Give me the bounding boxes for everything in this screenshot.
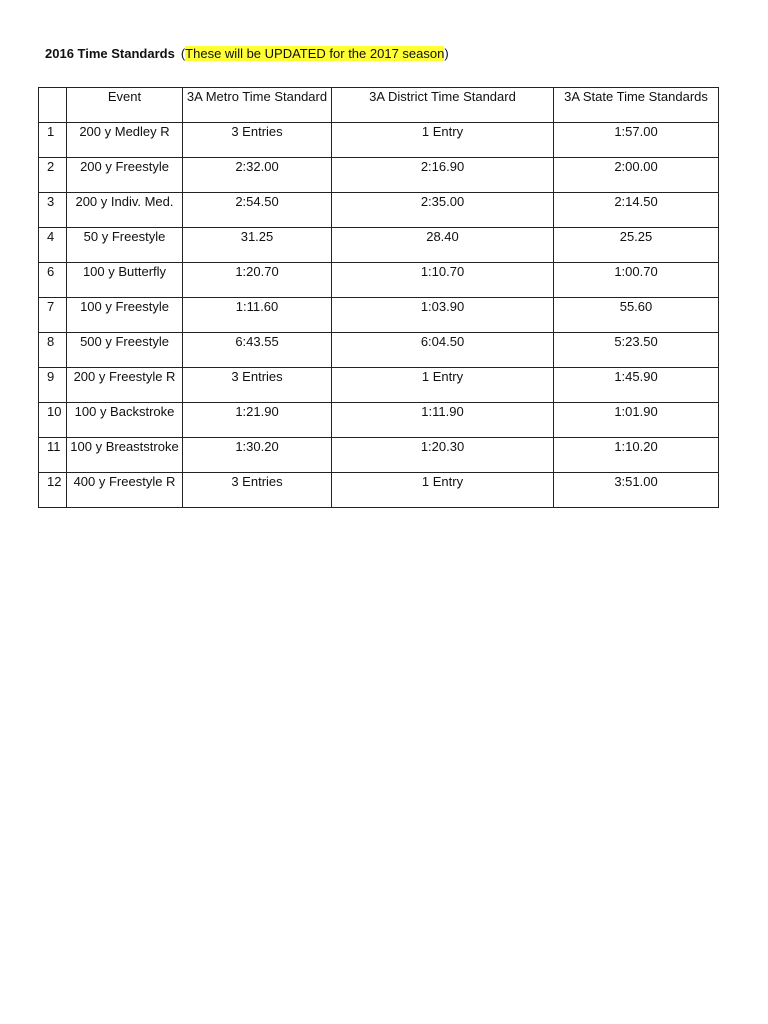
cell-metro-standard: 2:54.50 (183, 193, 332, 228)
table-row (39, 298, 719, 333)
table-row (39, 158, 719, 193)
cell-number: 8 (39, 333, 67, 368)
cell-number: 3 (39, 193, 67, 228)
header-cell-event: Event (67, 88, 183, 123)
table-row (39, 263, 719, 298)
cell-state-standard: 1:10.20 (554, 438, 719, 473)
cell-district-standard: 1:11.90 (332, 403, 554, 438)
header-cell-number (39, 88, 67, 123)
cell-event: 100 y Breaststroke (67, 438, 183, 473)
cell-district-standard: 1:03.90 (332, 298, 554, 333)
cell-number: 12 (39, 473, 67, 508)
table-row (39, 368, 719, 403)
cell-district-standard: 2:16.90 (332, 158, 554, 193)
cell-event: 100 y Freestyle (67, 298, 183, 333)
cell-district-standard: 2:35.00 (332, 193, 554, 228)
cell-event: 100 y Butterfly (67, 263, 183, 298)
header-cell-metro: 3A Metro Time Standard (183, 88, 332, 123)
cell-number: 10 (39, 403, 67, 438)
table-row (39, 403, 719, 438)
cell-district-standard: 1 Entry (332, 473, 554, 508)
cell-metro-standard: 3 Entries (183, 368, 332, 403)
cell-district-standard: 1 Entry (332, 123, 554, 158)
cell-number: 7 (39, 298, 67, 333)
cell-event: 400 y Freestyle R (67, 473, 183, 508)
cell-state-standard: 1:57.00 (554, 123, 719, 158)
header-cell-state: 3A State Time Standards (554, 88, 719, 123)
cell-district-standard: 1:10.70 (332, 263, 554, 298)
table-header-row (39, 88, 719, 123)
cell-state-standard: 1:45.90 (554, 368, 719, 403)
cell-event: 200 y Freestyle (67, 158, 183, 193)
cell-metro-standard: 6:43.55 (183, 333, 332, 368)
cell-event: 50 y Freestyle (67, 228, 183, 263)
cell-number: 1 (39, 123, 67, 158)
table-row (39, 123, 719, 158)
document-title (45, 46, 449, 62)
title-heading: 2016 Time Standards (45, 46, 175, 61)
cell-metro-standard: 2:32.00 (183, 158, 332, 193)
cell-state-standard: 1:00.70 (554, 263, 719, 298)
cell-state-standard: 2:14.50 (554, 193, 719, 228)
cell-metro-standard: 31.25 (183, 228, 332, 263)
cell-event: 500 y Freestyle (67, 333, 183, 368)
cell-event: 100 y Backstroke (67, 403, 183, 438)
header-cell-district: 3A District Time Standard (332, 88, 554, 123)
title-highlighted-note: These will be UPDATED for the 2017 season (185, 46, 445, 61)
table-row (39, 193, 719, 228)
table-row (39, 228, 719, 263)
cell-metro-standard: 1:30.20 (183, 438, 332, 473)
cell-number: 2 (39, 158, 67, 193)
cell-metro-standard: 1:11.60 (183, 298, 332, 333)
cell-district-standard: 28.40 (332, 228, 554, 263)
cell-metro-standard: 1:20.70 (183, 263, 332, 298)
cell-metro-standard: 3 Entries (183, 123, 332, 158)
cell-number: 6 (39, 263, 67, 298)
table-row (39, 473, 719, 508)
cell-state-standard: 1:01.90 (554, 403, 719, 438)
cell-metro-standard: 1:21.90 (183, 403, 332, 438)
cell-district-standard: 1:20.30 (332, 438, 554, 473)
title-paren-close: ) (444, 46, 449, 61)
cell-state-standard: 2:00.00 (554, 158, 719, 193)
table-row (39, 333, 719, 368)
cell-state-standard: 25.25 (554, 228, 719, 263)
cell-state-standard: 55.60 (554, 298, 719, 333)
cell-number: 11 (39, 438, 67, 473)
cell-state-standard: 5:23.50 (554, 333, 719, 368)
cell-number: 4 (39, 228, 67, 263)
cell-state-standard: 3:51.00 (554, 473, 719, 508)
cell-number: 9 (39, 368, 67, 403)
cell-metro-standard: 3 Entries (183, 473, 332, 508)
cell-event: 200 y Indiv. Med. (67, 193, 183, 228)
time-standards-table (38, 87, 719, 508)
cell-event: 200 y Medley R (67, 123, 183, 158)
table-row (39, 438, 719, 473)
cell-district-standard: 6:04.50 (332, 333, 554, 368)
title-paren-open: ( (180, 46, 186, 61)
cell-event: 200 y Freestyle R (67, 368, 183, 403)
cell-district-standard: 1 Entry (332, 368, 554, 403)
